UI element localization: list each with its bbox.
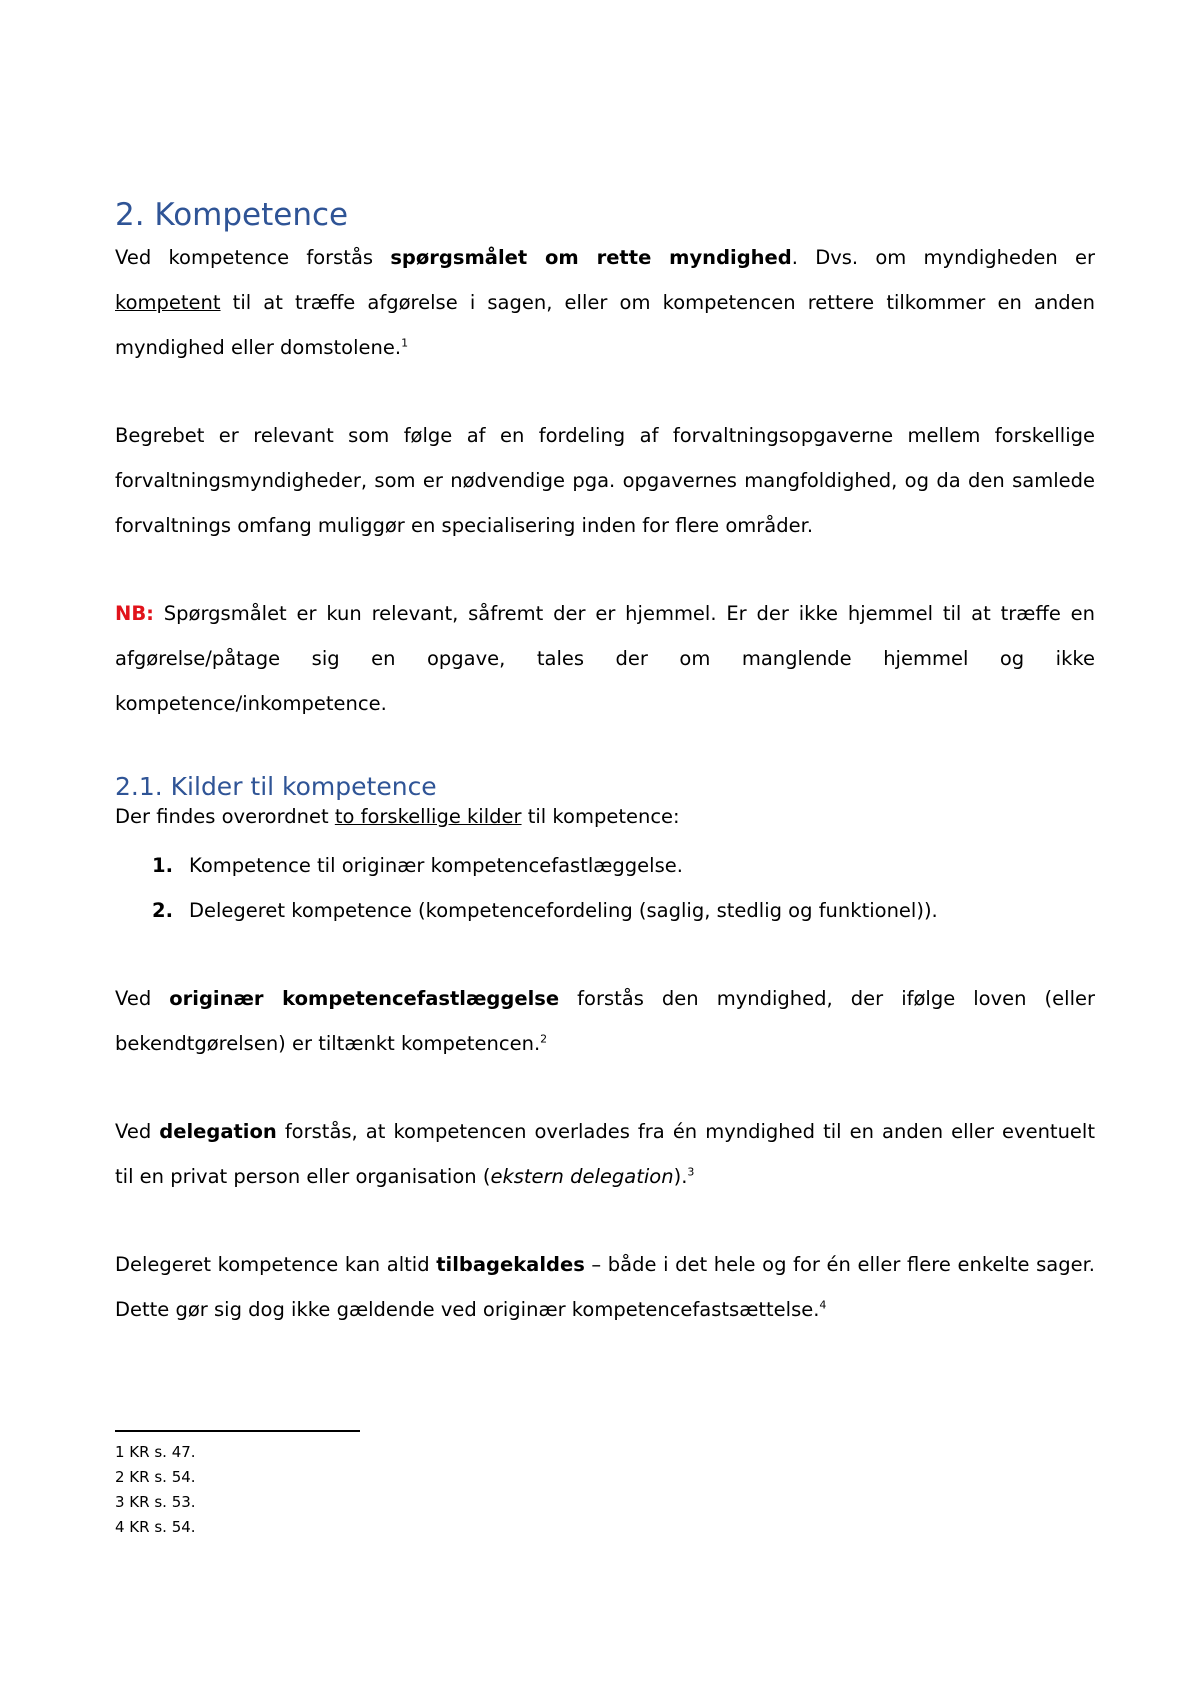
bold-delegation: delegation	[159, 1120, 277, 1143]
heading-kilder: 2.1. Kilder til kompetence	[115, 772, 437, 801]
footnote-ref-1[interactable]: 1	[401, 336, 409, 350]
footnote-1: 1 KR s. 47.	[115, 1443, 196, 1461]
bold-originaer: originær kompetencefastlæggelse	[169, 987, 560, 1010]
document-body	[115, 195, 1095, 1332]
list-item: 1. Kompetence til originær kompetencefastlæggelse.	[152, 854, 683, 877]
heading-kompetence: 2. Kompetence	[115, 197, 349, 233]
italic-ekstern-delegation: ekstern delegation	[490, 1165, 674, 1188]
footnote-3: 3 KR s. 53.	[115, 1493, 196, 1511]
underline-kompetent: kompetent	[115, 291, 221, 314]
bold-tilbagekaldes: tilbagekaldes	[436, 1253, 585, 1276]
nb-label: NB:	[115, 602, 154, 625]
list-item: 2. Delegeret kompetence (kompetencefordeling (saglig, stedlig og funktionel)).	[152, 899, 938, 922]
footnote-ref-3[interactable]: 3	[687, 1165, 695, 1179]
footnote-2: 2 KR s. 54.	[115, 1468, 196, 1486]
footnotes	[115, 1440, 196, 1540]
paragraph-begrebet: Begrebet er relevant som følge af en fordeling af forvaltningsopgaverne mellem forskellige forvaltningsmyndigheder, som er nødvendige pga. opgavernes mangfoldighed, og da den samlede forvaltnings omfang muliggør en specialisering inden for flere områder.	[115, 424, 1095, 537]
paragraph-nb: NB: Spørgsmålet er kun relevant, såfremt der er hjemmel. Er der ikke hjemmel til at træffe en afgørelse/påtage sig en opgave, tales der om manglende hjemmel og ikke kompetence/inkompetence.	[115, 602, 1095, 715]
footnote-separator	[115, 1430, 360, 1432]
paragraph-definition: Ved kompetence forstås spørgsmålet om rette myndighed. Dvs. om myndigheden er kompetent til at træffe afgørelse i sagen, eller om kompetencen rettere tilkommer en anden myndighed eller domstolene.$^1$	[115, 246, 1095, 359]
underline-to-kilder: to forskellige kilder	[334, 805, 522, 828]
footnote-ref-4[interactable]: 4	[819, 1298, 827, 1312]
paragraph-tilbagekaldes: Delegeret kompetence kan altid tilbagekaldes – både i det hele og for én eller flere enkelte sager. Dette gør sig dog ikke gældende ved originær kompetencefastsættelse.$^4$	[115, 1253, 1096, 1321]
footnote-ref-2[interactable]: 2	[540, 1032, 548, 1046]
paragraph-kilder-intro: Der findes overordnet to forskellige kilder til kompetence:	[115, 805, 680, 828]
footnote-4: 4 KR s. 54.	[115, 1518, 196, 1536]
numbered-list	[115, 843, 1095, 933]
paragraph-originaer: Ved originær kompetencefastlæggelse forstås den myndighed, der ifølge loven (eller bekendtgørelsen) er tiltænkt kompetencen.$^2$	[115, 987, 1096, 1055]
paragraph-delegation: Ved delegation forstås, at kompetencen overlades fra én myndighed til en anden eller eventuelt til en privat person eller organisation (ekstern delegation).$^3$	[115, 1120, 1095, 1188]
bold-rette-myndighed: spørgsmålet om rette myndighed	[390, 246, 792, 269]
